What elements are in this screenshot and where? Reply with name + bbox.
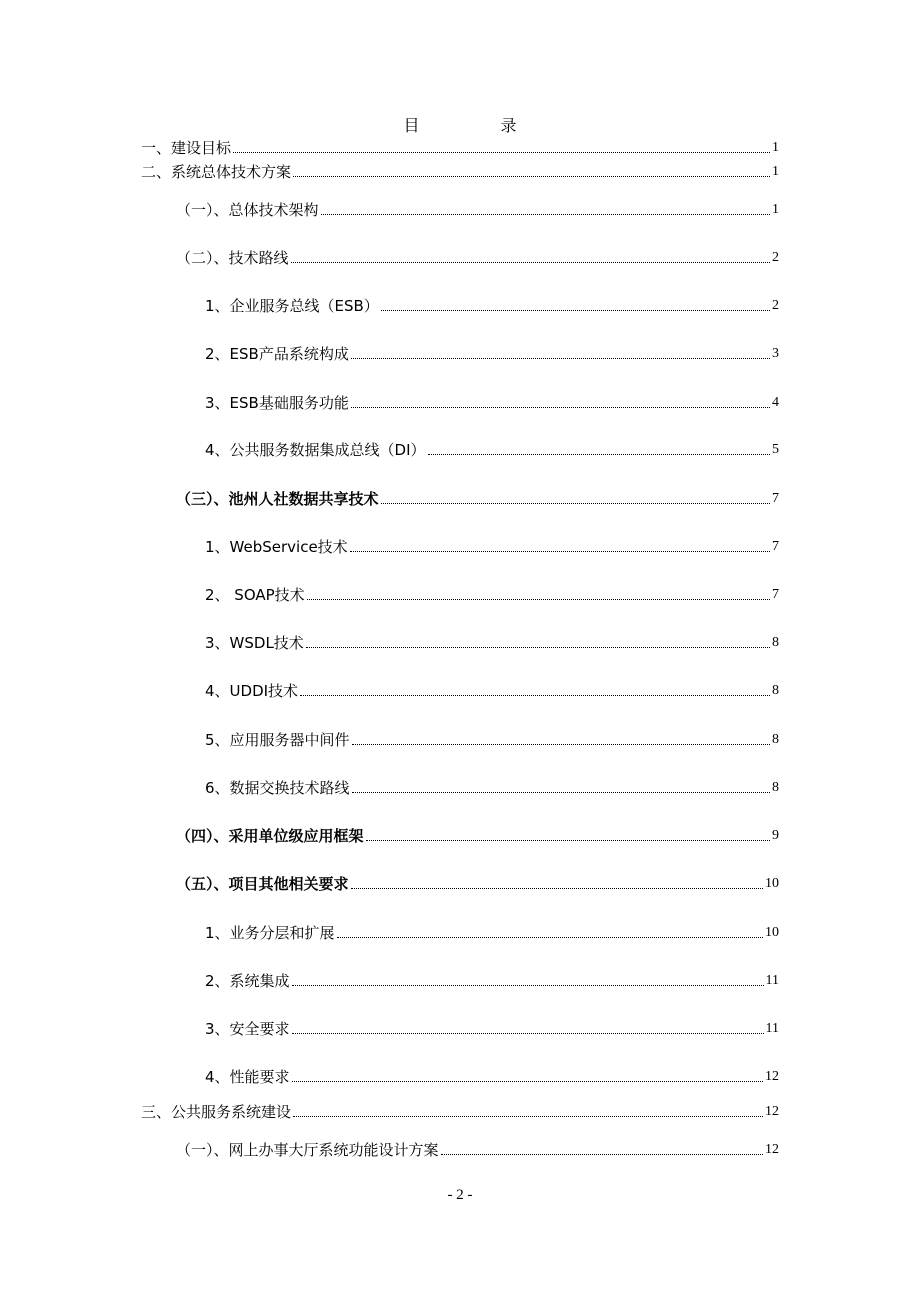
page-number: - 2 - bbox=[447, 1187, 473, 1203]
dot-leader bbox=[300, 695, 770, 696]
toc-title: 目 录 bbox=[403, 116, 555, 135]
toc-entry-page: 8 bbox=[772, 683, 779, 698]
toc-entry-page: 12 bbox=[765, 1069, 779, 1084]
dot-leader bbox=[351, 888, 763, 889]
dot-leader bbox=[337, 937, 763, 938]
toc-entry-page: 8 bbox=[772, 635, 779, 650]
dot-leader bbox=[352, 792, 770, 793]
toc-entry-page: 5 bbox=[772, 442, 779, 457]
toc-entry-page: 7 bbox=[772, 539, 779, 554]
dot-leader bbox=[381, 310, 770, 311]
toc-entry[interactable] bbox=[205, 730, 779, 750]
toc-entry-label: 4、公共服务数据集成总线（DI） bbox=[205, 441, 426, 459]
dot-leader bbox=[381, 503, 770, 504]
toc-entry-label: 4、性能要求 bbox=[205, 1068, 290, 1086]
dot-leader bbox=[441, 1154, 763, 1155]
toc-entry[interactable] bbox=[176, 200, 779, 220]
toc-entry[interactable] bbox=[176, 248, 779, 268]
toc-entry-page: 7 bbox=[772, 491, 779, 506]
toc-entry-page: 7 bbox=[772, 587, 779, 602]
dot-leader bbox=[292, 985, 764, 986]
toc-entry[interactable] bbox=[205, 971, 779, 991]
toc-entry-label: 3、WSDL技术 bbox=[205, 634, 304, 652]
dot-leader bbox=[350, 551, 770, 552]
toc-entry-label: 6、数据交换技术路线 bbox=[205, 779, 350, 797]
toc-entry-page: 3 bbox=[772, 346, 779, 361]
toc-entry[interactable] bbox=[141, 138, 779, 158]
dot-leader bbox=[366, 840, 770, 841]
dot-leader bbox=[293, 1116, 763, 1117]
toc-entry-label: 一、建设目标 bbox=[141, 139, 232, 157]
toc-entry-page: 8 bbox=[772, 780, 779, 795]
toc-entry[interactable] bbox=[141, 1102, 779, 1122]
toc-entry-page: 11 bbox=[765, 973, 779, 988]
toc-entry[interactable] bbox=[141, 162, 779, 182]
toc-entry[interactable] bbox=[205, 1067, 779, 1087]
toc-entry-label: 2、ESB产品系统构成 bbox=[205, 345, 349, 363]
toc-entry[interactable] bbox=[176, 826, 779, 846]
toc-entry-label: （二）、技术路线 bbox=[176, 249, 289, 267]
dot-leader bbox=[306, 647, 770, 648]
toc-entry[interactable] bbox=[205, 393, 779, 413]
toc-entry[interactable] bbox=[205, 778, 779, 798]
dot-leader bbox=[233, 152, 770, 153]
dot-leader bbox=[428, 454, 770, 455]
toc-entry-label: （一）、网上办事大厅系统功能设计方案 bbox=[176, 1141, 439, 1159]
dot-leader bbox=[292, 1081, 763, 1082]
toc-entry[interactable] bbox=[176, 874, 779, 894]
toc-entry-page: 1 bbox=[772, 140, 779, 155]
toc-entry-label: 4、UDDI技术 bbox=[205, 682, 299, 700]
toc-entry-label: （四）、采用单位级应用框架 bbox=[176, 827, 364, 845]
toc-entry-page: 12 bbox=[765, 1104, 779, 1119]
dot-leader bbox=[291, 262, 770, 263]
toc-entry[interactable] bbox=[205, 585, 779, 605]
toc-entry-label: 3、ESB基础服务功能 bbox=[205, 394, 349, 412]
toc-entry-page: 1 bbox=[772, 164, 779, 179]
toc-entry[interactable] bbox=[205, 344, 779, 364]
toc-entry-label: 2、系统集成 bbox=[205, 972, 290, 990]
toc-entry-label: 5、应用服务器中间件 bbox=[205, 731, 350, 749]
toc-entry-page: 12 bbox=[765, 1142, 779, 1157]
toc-entry[interactable] bbox=[176, 489, 779, 509]
toc-entry[interactable] bbox=[205, 681, 779, 701]
toc-entry-page: 10 bbox=[765, 925, 779, 940]
dot-leader bbox=[351, 407, 770, 408]
toc-entry-label: 3、安全要求 bbox=[205, 1020, 290, 1038]
dot-leader bbox=[352, 744, 770, 745]
toc-entry-label: 二、系统总体技术方案 bbox=[141, 163, 292, 181]
toc-entry-page: 1 bbox=[772, 202, 779, 217]
toc-entry-label: （五）、项目其他相关要求 bbox=[176, 875, 349, 893]
toc-entry-page: 8 bbox=[772, 732, 779, 747]
toc-entry-page: 4 bbox=[772, 395, 779, 410]
toc-entry[interactable] bbox=[205, 1019, 779, 1039]
toc-entry-page: 11 bbox=[765, 1021, 779, 1036]
toc-entry-page: 10 bbox=[765, 876, 779, 891]
toc-entry-label: 1、企业服务总线（ESB） bbox=[205, 297, 379, 315]
toc-entry[interactable] bbox=[205, 633, 779, 653]
toc-entry-page: 2 bbox=[772, 298, 779, 313]
dot-leader bbox=[307, 599, 770, 600]
toc-entry[interactable] bbox=[205, 296, 779, 316]
toc-entry-page: 2 bbox=[772, 250, 779, 265]
toc-entry-label: 2、 SOAP技术 bbox=[205, 586, 305, 604]
dot-leader bbox=[293, 176, 770, 177]
toc-entry-label: 1、WebService技术 bbox=[205, 538, 348, 556]
dot-leader bbox=[321, 214, 770, 215]
toc-entry[interactable] bbox=[176, 1140, 779, 1160]
toc-entry-label: 1、业务分层和扩展 bbox=[205, 924, 335, 942]
dot-leader bbox=[351, 358, 770, 359]
toc-entry-label: （三）、池州人社数据共享技术 bbox=[176, 490, 379, 508]
toc-entry[interactable] bbox=[205, 923, 779, 943]
toc-entry-page: 9 bbox=[772, 828, 779, 843]
toc-entry[interactable] bbox=[205, 440, 779, 460]
toc-entry[interactable] bbox=[205, 537, 779, 557]
dot-leader bbox=[292, 1033, 764, 1034]
toc-entry-label: （一）、总体技术架构 bbox=[176, 201, 319, 219]
toc-entry-label: 三、公共服务系统建设 bbox=[141, 1103, 292, 1121]
